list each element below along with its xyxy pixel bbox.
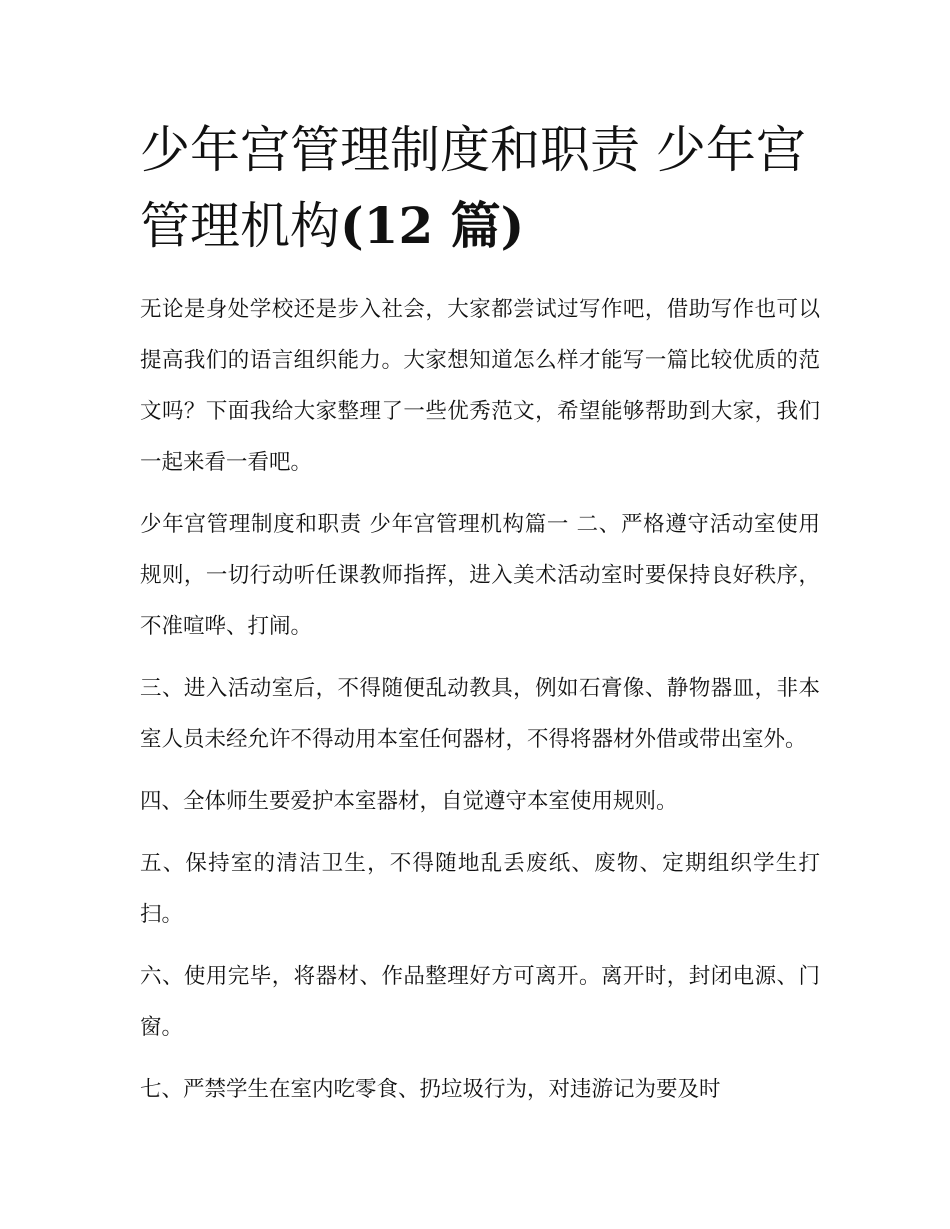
document-title-count: (12 篇) (340, 196, 525, 255)
paragraph-rule-4: 四、全体师生要爱护本室器材，自觉遵守本室使用规则。 (140, 789, 678, 814)
paragraph-intro: 无论是身处学校还是步入社会，大家都尝试过写作吧，借助写作也可以提高我们的语言组织能力。大家想知道怎么样才能写一篇比较优质的范文吗？下面我给大家整理了一些优秀范文，希望能够帮助到大家，我们一起来看一看吧。 (140, 297, 820, 475)
paragraph-rule-7: 七、严禁学生在室内吃零食、扔垃圾行为，对违游记为要及时 (140, 1077, 721, 1102)
document-title-main: 少年宫管理制度和职责 少年宫管理机构 (140, 121, 806, 255)
paragraph-rule-5: 五、保持室的清洁卫生，不得随地乱丢废纸、废物、定期组织学生打扫。 (140, 851, 820, 927)
paragraph-rule-6: 六、使用完毕，将器材、作品整理好方可离开。离开时，封闭电源、门窗。 (140, 964, 820, 1040)
document-content (140, 112, 820, 1126)
document-title (140, 112, 820, 264)
paragraph-rule-3: 三、进入活动室后，不得随便乱动教具，例如石膏像、静物器皿，非本室人员未经允许不得动用本室任何器材，不得将器材外借或带出室外。 (140, 676, 820, 752)
paragraph-rule-2: 少年宫管理制度和职责 少年宫管理机构篇一 二、严格遵守活动室使用规则，一切行动听任课教师指挥，进入美术活动室时要保持良好秩序，不准喧哗、打闹。 (140, 512, 820, 639)
